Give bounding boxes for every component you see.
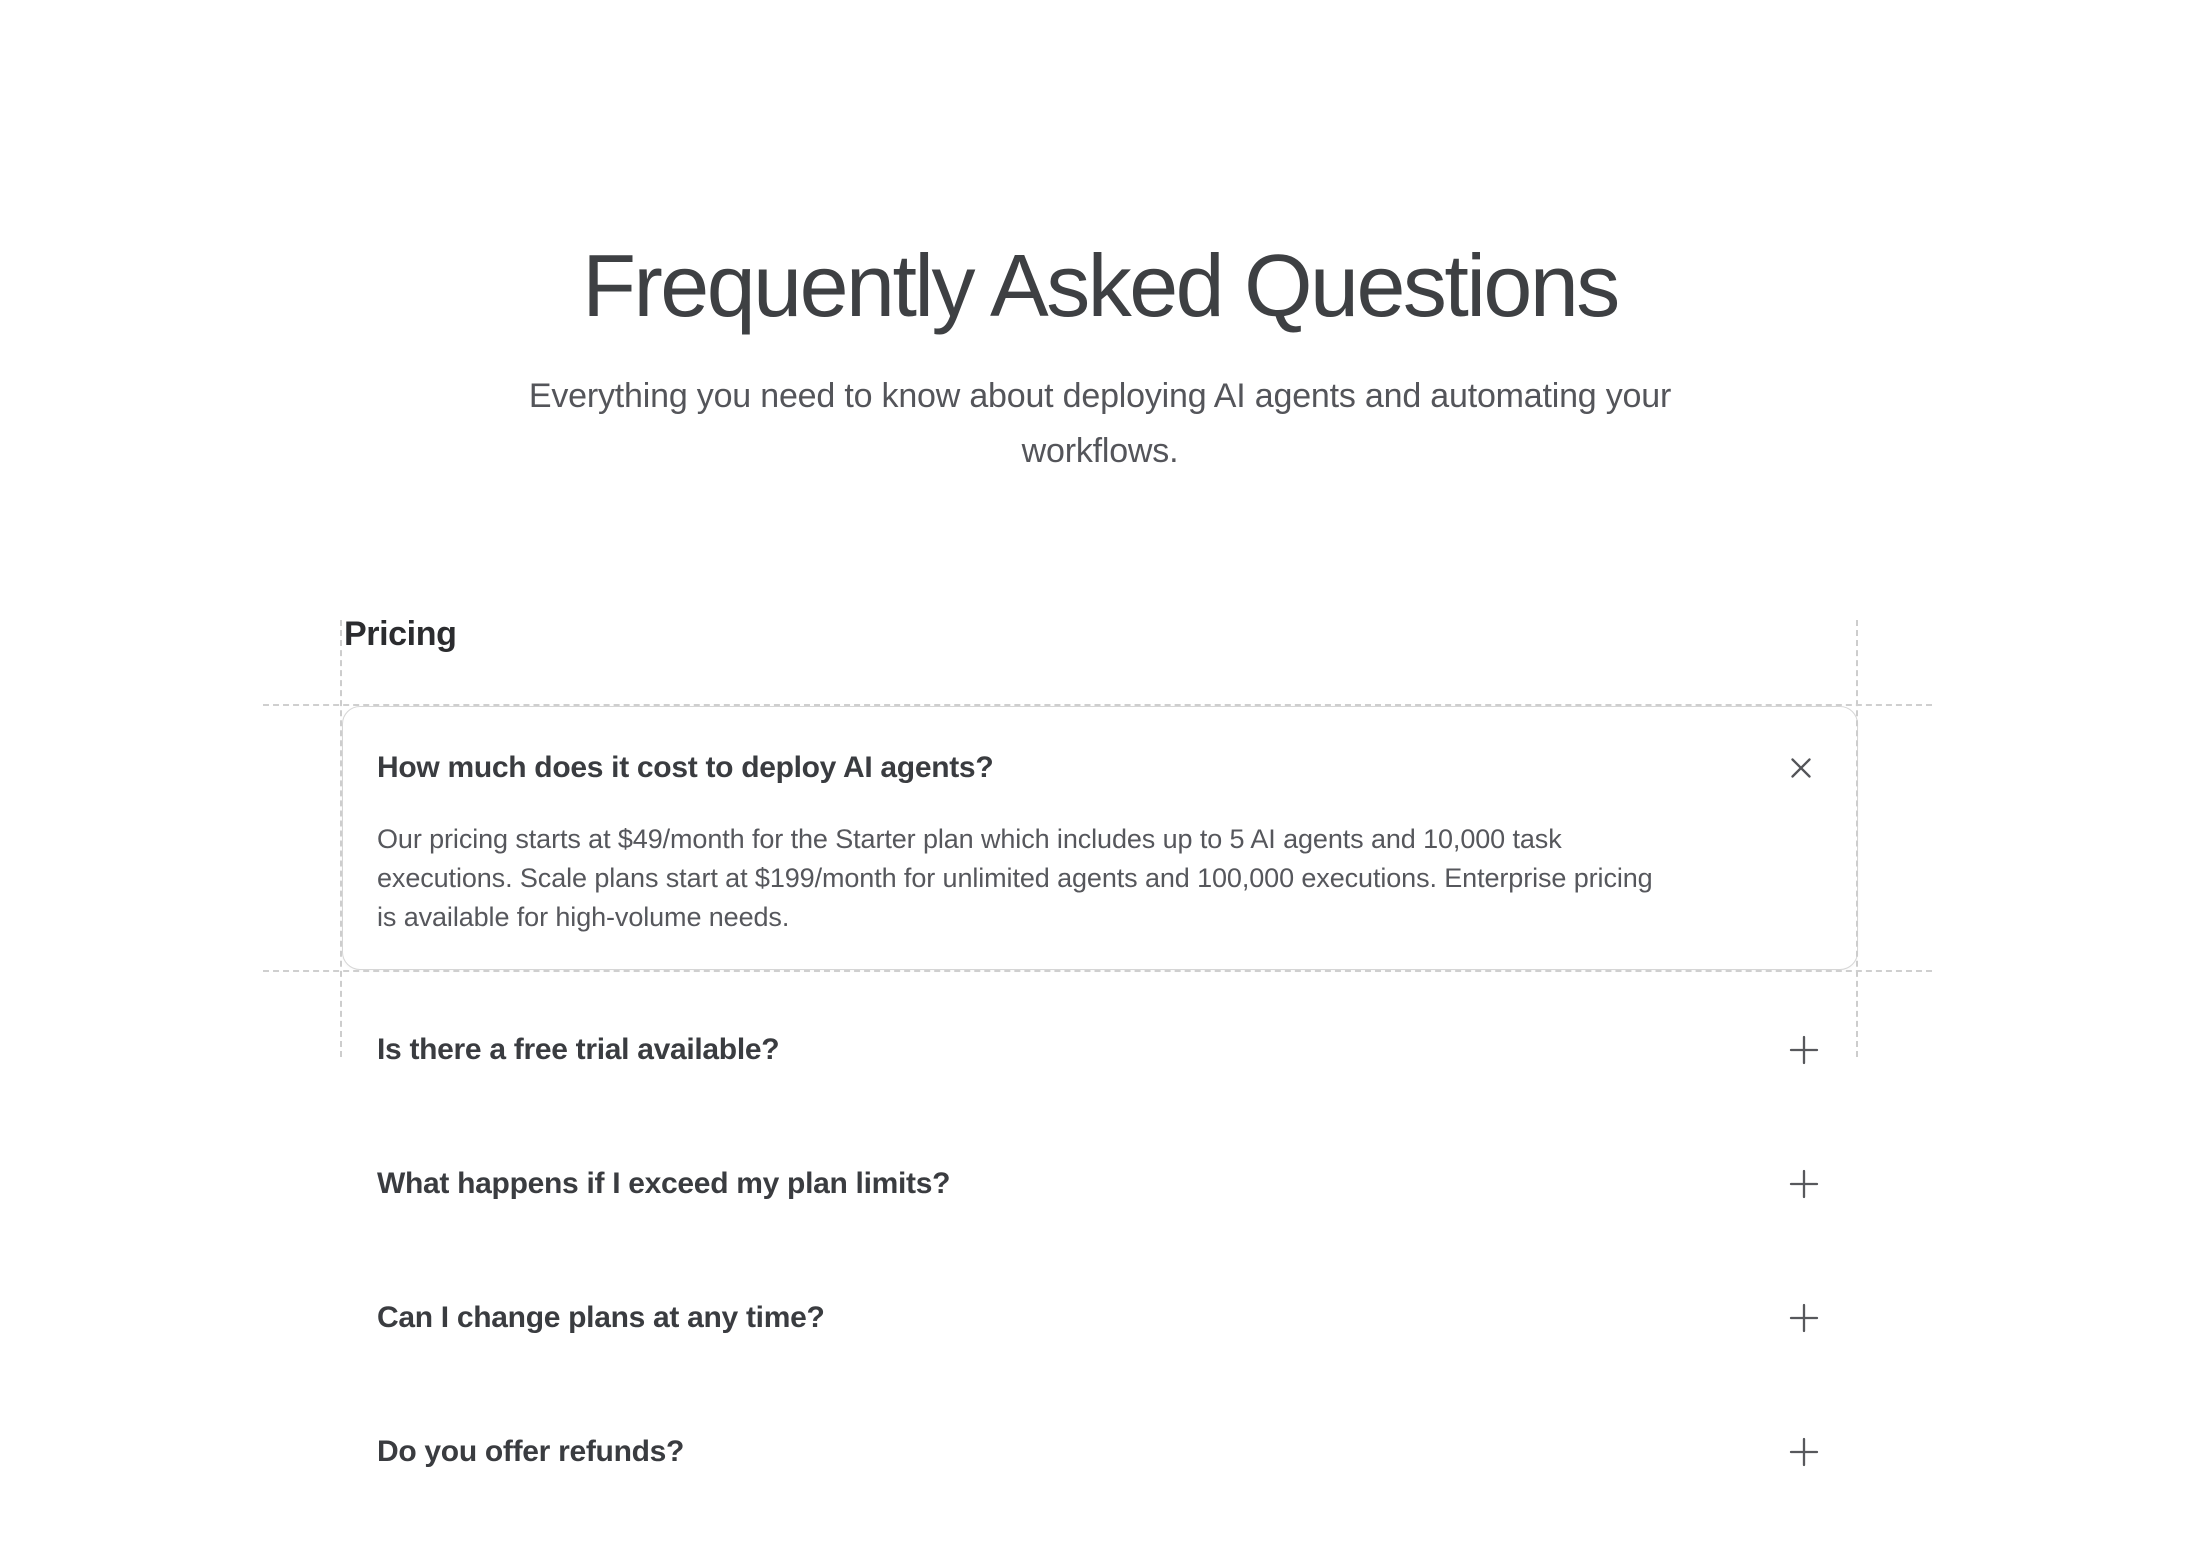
plus-icon: [1789, 1303, 1819, 1333]
hero-header: [0, 0, 2200, 479]
faq-answer: Our pricing starts at $49/month for the Starter plan which includes up to 5 AI agents and 10,000 task executions. Scale plans start at $199/month for unlimited agents and 100,000 executions. Enterprise pricing is available for high-volume needs.: [377, 824, 1653, 932]
faq-item-expanded: [342, 706, 1858, 970]
expand-button[interactable]: [1789, 1437, 1819, 1467]
faq-item-expanded-header[interactable]: [377, 747, 1816, 789]
expand-button[interactable]: [1789, 1035, 1819, 1065]
expand-button[interactable]: [1789, 1303, 1819, 1333]
section-label-pricing: Pricing: [344, 615, 457, 653]
faq-question[interactable]: Do you offer refunds?: [377, 1435, 685, 1468]
faq-question[interactable]: How much does it cost to deploy AI agents?: [377, 751, 994, 784]
expand-button[interactable]: [1789, 1169, 1819, 1199]
plus-icon: [1789, 1169, 1819, 1199]
collapse-button[interactable]: [1786, 753, 1816, 783]
plus-icon: [1789, 1035, 1819, 1065]
faq-question[interactable]: Can I change plans at any time?: [377, 1301, 825, 1334]
faq-item-collapsed[interactable]: [342, 1385, 1858, 1519]
page-title: Frequently Asked Questions: [582, 236, 1618, 335]
faq-item-collapsed[interactable]: [342, 1117, 1858, 1251]
plus-icon: [1789, 1437, 1819, 1467]
page-subtitle: Everything you need to know about deploying AI agents and automating your workflows.: [528, 377, 1672, 470]
close-icon: [1790, 757, 1812, 779]
faq-question[interactable]: What happens if I exceed my plan limits?: [377, 1167, 951, 1200]
faq-item-collapsed[interactable]: [342, 983, 1858, 1117]
faq-item-collapsed[interactable]: [342, 1251, 1858, 1385]
faq-question[interactable]: Is there a free trial available?: [377, 1033, 780, 1066]
faq-section: [342, 612, 1858, 1519]
